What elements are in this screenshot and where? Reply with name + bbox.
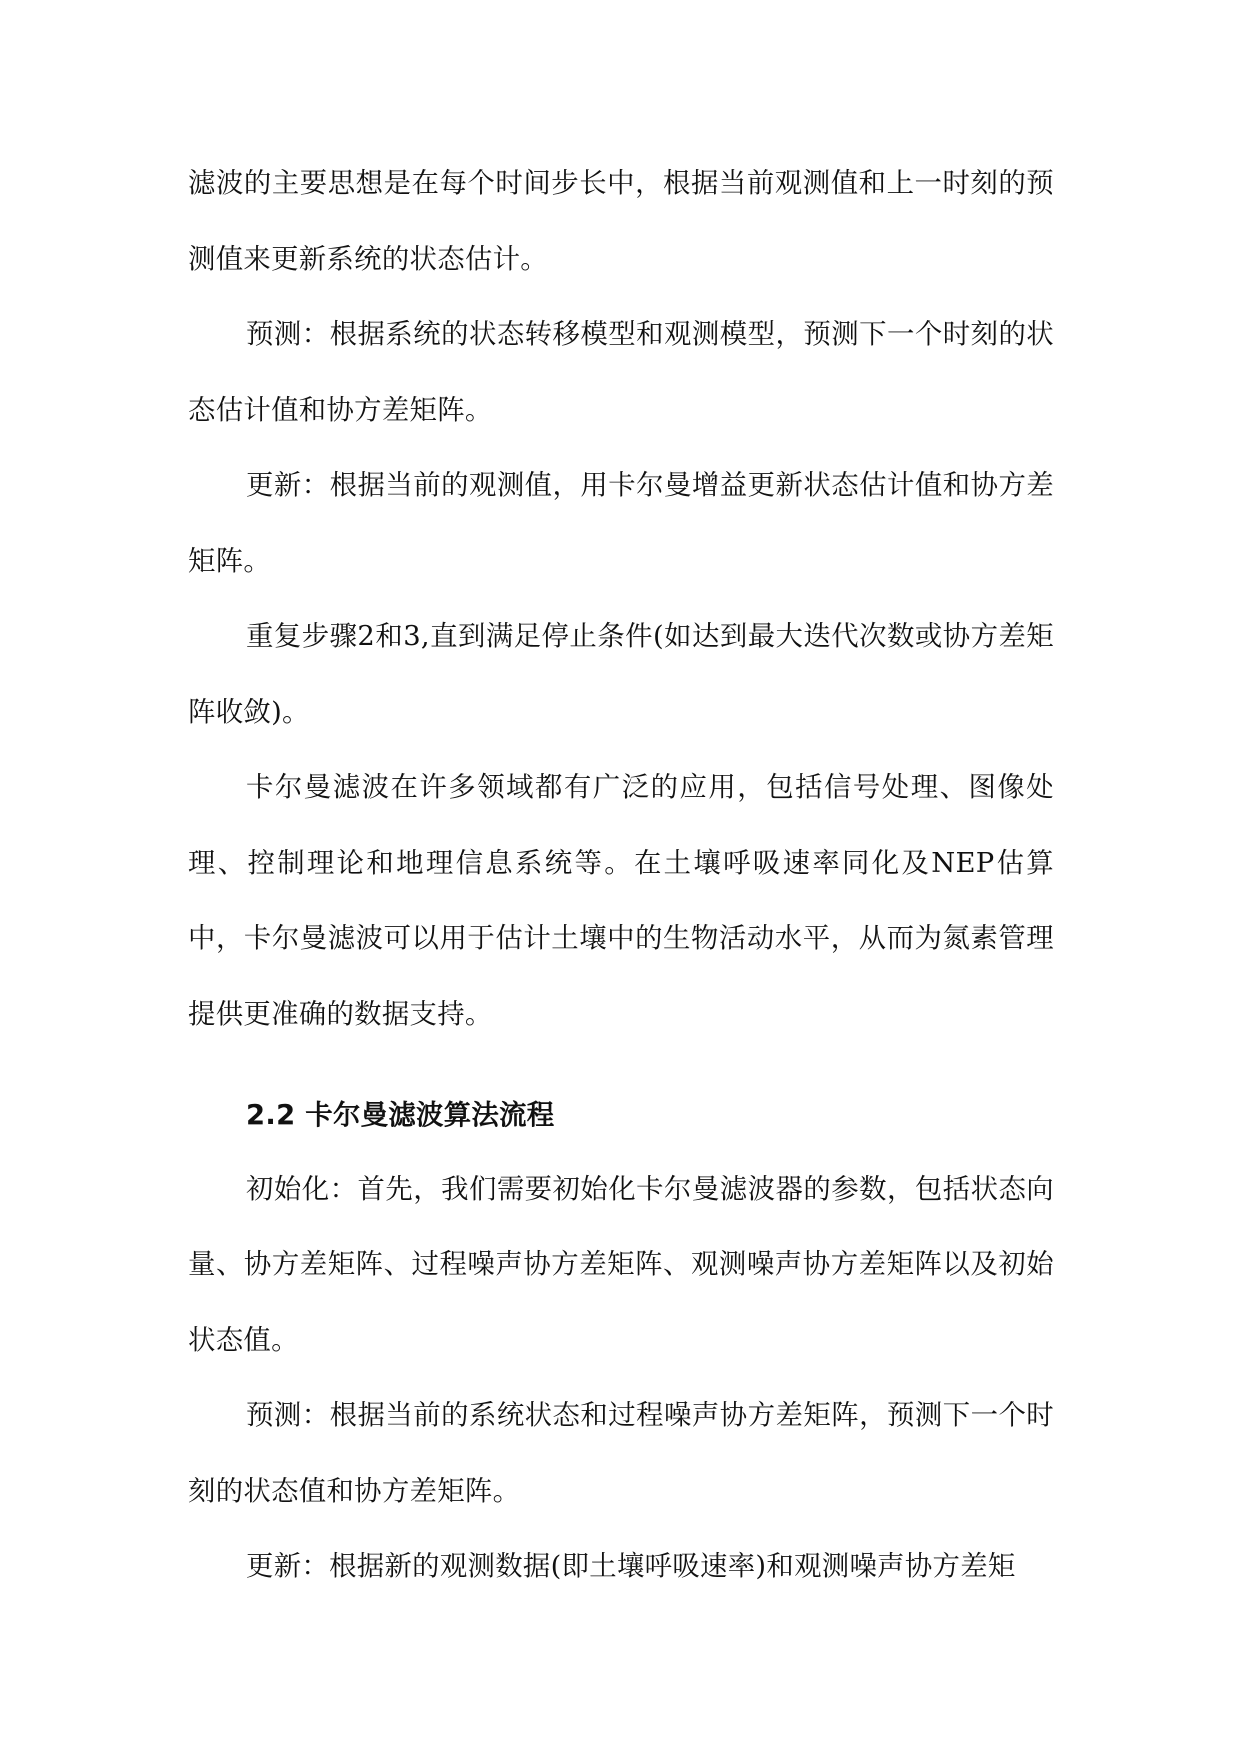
document-body: [188, 146, 1054, 1605]
paragraph-prediction: 预测：根据当前的系统状态和过程噪声协方差矩阵，预测下一个时刻的状态值和协方差矩阵。: [188, 1400, 1054, 1507]
paragraph-update-partial: 更新：根据新的观测数据(即土壤呼吸速率)和观测噪声协方差矩: [246, 1551, 1016, 1582]
paragraph-kalman-main-idea: 滤波的主要思想是在每个时间步长中，根据当前观测值和上一时刻的预测值来更新系统的状态估计。: [188, 168, 1054, 275]
paragraph-predict-step: 预测：根据系统的状态转移模型和观测模型，预测下一个时刻的状态估计值和协方差矩阵。: [188, 319, 1054, 426]
section-heading: 2.2 卡尔曼滤波算法流程: [246, 1100, 555, 1131]
paragraph-applications: 卡尔曼滤波在许多领域都有广泛的应用，包括信号处理、图像处理、控制理论和地理信息系统等。在土壤呼吸速率同化及NEP估算中，卡尔曼滤波可以用于估计土壤中的生物活动水平，从而为氮素管理提供更准确的数据支持。: [188, 772, 1054, 1030]
paragraph-repeat-step: 重复步骤2和3,直到满足停止条件(如达到最大迭代次数或协方差矩阵收敛)。: [188, 621, 1054, 728]
paragraph-initialization: 初始化：首先，我们需要初始化卡尔曼滤波器的参数，包括状态向量、协方差矩阵、过程噪声协方差矩阵、观测噪声协方差矩阵以及初始状态值。: [188, 1173, 1054, 1356]
paragraph-update-step: 更新：根据当前的观测值，用卡尔曼增益更新状态估计值和协方差矩阵。: [188, 470, 1054, 577]
